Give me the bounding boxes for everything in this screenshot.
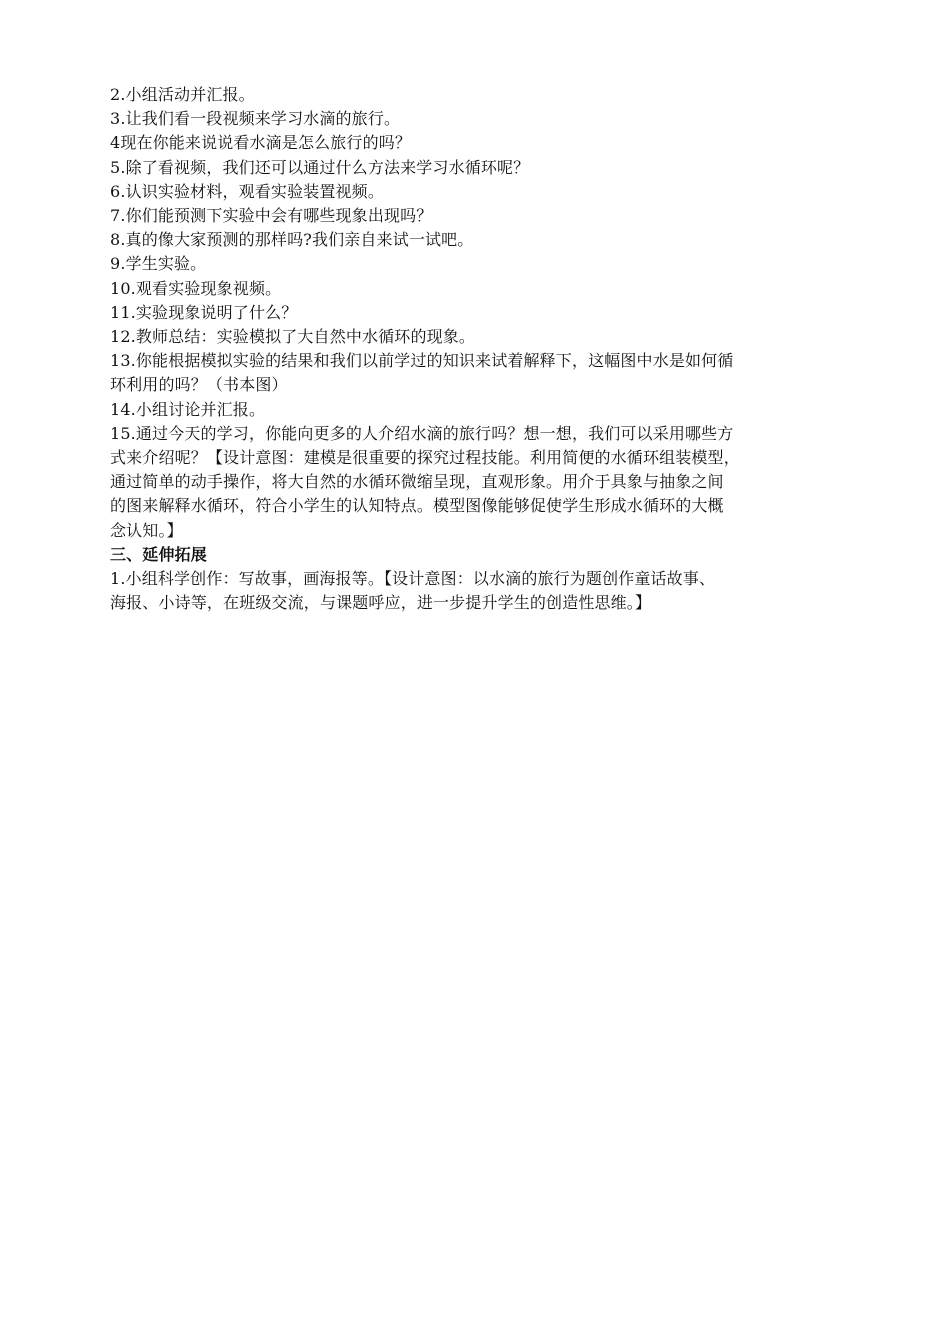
text-line: 3.让我们看一段视频来学习水滴的旅行。 <box>110 109 401 129</box>
section-heading: 三、延伸拓展 <box>110 544 207 564</box>
text-line: 11.实验现象说明了什么？ <box>110 302 298 322</box>
text-line: 4现在你能来说说看水滴是怎么旅行的吗？ <box>110 133 412 153</box>
text-line: 2.小组活动并汇报。 <box>110 85 255 104</box>
text-line: 1.小组科学创作：写故事，画海报等。【设计意图：以水滴的旅行为题创作童话故事、 <box>110 569 716 589</box>
text-line: 13.你能根据模拟实验的结果和我们以前学过的知识来试着解释下，这幅图中水是如何循 <box>110 351 734 371</box>
text-line: 通过简单的动手操作，将大自然的水循环微缩呈现，直观形象。用介于具象与抽象之间 <box>110 472 724 492</box>
document-page <box>110 83 860 615</box>
text-line: 8.真的像大家预测的那样吗?我们亲自来试一试吧。 <box>110 230 474 250</box>
text-line: 14.小组讨论并汇报。 <box>110 399 266 419</box>
text-line: 15.通过今天的学习，你能向更多的人介绍水滴的旅行吗？想一想，我们可以采用哪些方 <box>110 423 734 443</box>
text-line: 7.你们能预测下实验中会有哪些现象出现吗？ <box>110 206 433 226</box>
text-line: 式来介绍呢？【设计意图：建模是很重要的探究过程技能。利用简便的水循环组装模型， <box>110 448 740 468</box>
text-line: 环利用的吗？（书本图） <box>110 375 288 395</box>
text-line: 的图来解释水循环，符合小学生的认知特点。模型图像能够促使学生形成水循环的大概 <box>110 496 724 516</box>
text-line: 海报、小诗等，在班级交流，与课题呼应，进一步提升学生的创造性思维。】 <box>110 593 652 613</box>
text-line: 10.观看实验现象视频。 <box>110 278 282 298</box>
text-line: 12.教师总结：实验模拟了大自然中水循环的现象。 <box>110 327 476 347</box>
text-line: 6.认识实验材料，观看实验装置视频。 <box>110 181 384 201</box>
text-line: 念认知。】 <box>110 520 183 540</box>
text-line: 5.除了看视频，我们还可以通过什么方法来学习水循环呢？ <box>110 157 530 177</box>
text-line: 9.学生实验。 <box>110 254 207 274</box>
